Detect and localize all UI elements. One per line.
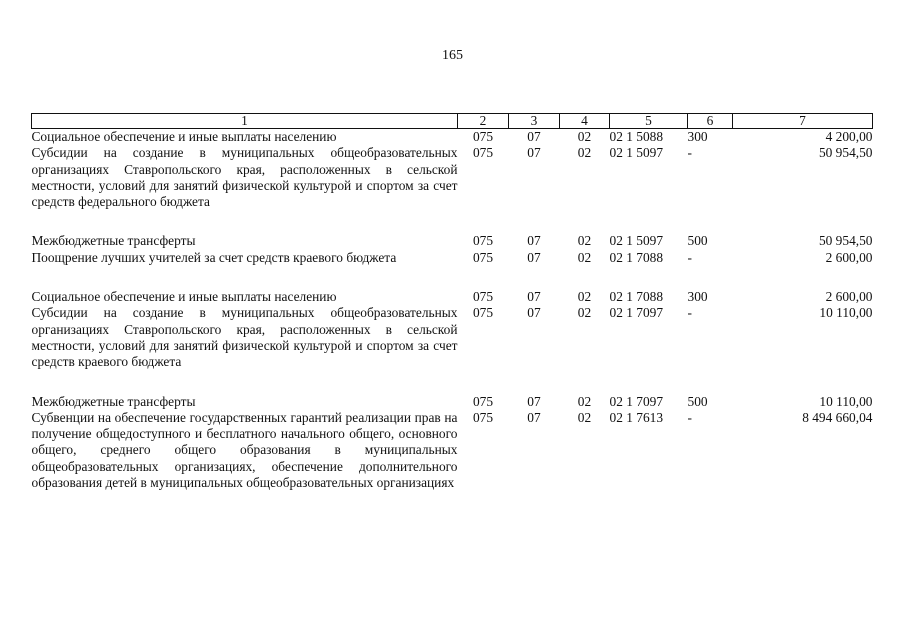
row-sum: 50 954,50	[818, 145, 873, 161]
row-pr: 02	[577, 393, 592, 409]
page-number: 165	[442, 48, 463, 63]
row-spacer	[32, 266, 873, 289]
row-csr: 02 1 5088	[609, 129, 664, 144]
column-header-7: 7	[733, 114, 873, 129]
row-name: Субвенции на обеспечение государственных гарантий реализации прав на получение общедоступного и бесплатного начального общего, основного общего, среднего общего образования в муниципальных общеобразовательных организациях, обеспечение дополнительного образования детей в муниципальных общеобразовательных организациях	[31, 409, 458, 491]
column-header-3: 3	[509, 114, 560, 129]
row-sum: 10 110,00	[819, 305, 873, 321]
row-name: Межбюджетные трансферты	[31, 393, 196, 409]
row-pr: 02	[577, 249, 592, 265]
row-vr: -	[687, 249, 692, 265]
column-header-5: 5	[610, 114, 688, 129]
row-sum: 4 200,00	[825, 129, 873, 144]
row-sum: 10 110,00	[819, 393, 873, 409]
row-sum: 2 600,00	[825, 289, 873, 305]
table-row	[32, 233, 873, 249]
row-vr: -	[687, 145, 692, 161]
row-pr: 02	[577, 129, 592, 144]
row-rz: 07	[527, 305, 541, 321]
row-vr: -	[687, 305, 692, 321]
table-row	[32, 410, 873, 491]
row-vr: 500	[687, 233, 708, 249]
row-pr: 02	[577, 305, 592, 321]
table-header-row	[32, 114, 873, 129]
column-header-4: 4	[560, 114, 610, 129]
table-row	[32, 145, 873, 210]
row-name: Социальное обеспечение и иные выплаты населению	[31, 289, 337, 305]
row-rz: 07	[527, 249, 541, 265]
column-header-1: 1	[32, 114, 458, 129]
row-rz: 07	[527, 233, 541, 249]
row-sum: 8 494 660,04	[802, 409, 873, 425]
row-csr: 02 1 7088	[609, 249, 664, 265]
row-name: Субсидии на создание в муниципальных общеобразовательных организациях Ставропольского края, расположенных в сельской местности, условий для занятий физической культурой и спортом за счет средств краевого бюджета	[31, 305, 458, 370]
row-vr: 300	[687, 289, 708, 305]
row-g: 075	[472, 129, 494, 144]
table-row	[32, 394, 873, 410]
row-vr: 300	[687, 129, 708, 144]
row-sum: 2 600,00	[825, 249, 873, 265]
row-csr: 02 1 5097	[609, 145, 664, 161]
row-rz: 07	[527, 409, 541, 425]
table-row	[32, 305, 873, 370]
row-spacer	[32, 210, 873, 233]
row-g: 075	[472, 289, 494, 305]
table-row	[32, 289, 873, 305]
row-csr: 02 1 7613	[609, 409, 664, 425]
row-g: 075	[472, 409, 494, 425]
row-name: Социальное обеспечение и иные выплаты населению	[31, 129, 337, 144]
row-g: 075	[472, 145, 494, 161]
column-header-2: 2	[458, 114, 509, 129]
row-pr: 02	[577, 289, 592, 305]
row-g: 075	[472, 393, 494, 409]
row-g: 075	[472, 233, 494, 249]
row-sum: 50 954,50	[818, 233, 873, 249]
row-vr: -	[687, 409, 692, 425]
row-pr: 02	[577, 145, 592, 161]
row-name: Поощрение лучших учителей за счет средств краевого бюджета	[31, 249, 397, 265]
row-csr: 02 1 5097	[609, 233, 664, 249]
row-vr: 500	[687, 393, 708, 409]
row-rz: 07	[527, 145, 541, 161]
column-header-6: 6	[688, 114, 733, 129]
row-name: Межбюджетные трансферты	[31, 233, 196, 249]
table-row	[32, 250, 873, 266]
row-g: 075	[472, 249, 494, 265]
row-csr: 02 1 7097	[609, 393, 664, 409]
row-csr: 02 1 7088	[609, 289, 664, 305]
row-rz: 07	[527, 289, 541, 305]
row-name: Субсидии на создание в муниципальных общеобразовательных организациях Ставропольского края, расположенных в сельской местности, условий для занятий физической культурой и спортом за счет средств федерального бюджета	[31, 145, 458, 210]
row-pr: 02	[577, 409, 592, 425]
row-rz: 07	[527, 393, 541, 409]
row-g: 075	[472, 305, 494, 321]
row-spacer	[32, 371, 873, 394]
row-pr: 02	[577, 233, 592, 249]
budget-table	[31, 113, 873, 491]
row-rz: 07	[527, 129, 541, 144]
row-csr: 02 1 7097	[609, 305, 664, 321]
table-row	[32, 129, 873, 146]
